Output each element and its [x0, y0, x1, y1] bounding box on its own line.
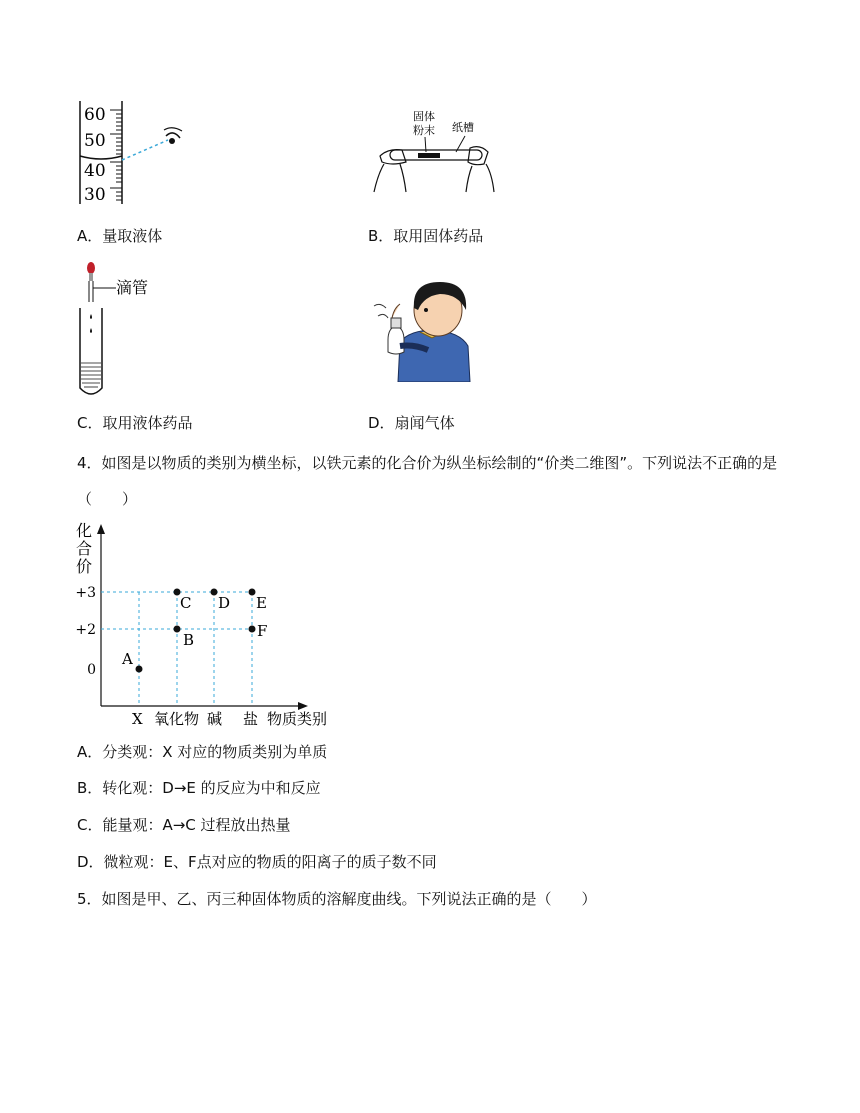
y-axis-label-char: 合 [76, 539, 93, 558]
option-d-caption: D．扇闻气体 [368, 414, 455, 432]
data-point-label: D [218, 594, 231, 612]
data-point-e [249, 589, 256, 596]
x-category-label: 盐 [243, 710, 259, 728]
eye-icon [164, 128, 182, 144]
label-powder-2: 粉末 [413, 124, 435, 137]
label-trough: 纸槽 [452, 121, 474, 134]
label-powder-1: 固体 [413, 110, 435, 123]
option-c-caption: C．取用液体药品 [77, 414, 193, 432]
cylinder-mark-50: 50 [84, 131, 106, 151]
q4-option-d: D．微粒观：E、F点对应的物质的阳离子的质子数不同 [77, 853, 437, 871]
figure-solid-powder [370, 104, 500, 196]
y-tick-label: 0 [87, 662, 96, 678]
data-point-label: B [183, 631, 195, 649]
x-category-label: 碱 [207, 710, 223, 728]
x-category-label: 氧化物 [154, 710, 200, 728]
x-axis-arrow [298, 702, 308, 710]
question-4-blank: （ ） [77, 490, 138, 508]
data-point-a [136, 666, 143, 673]
cylinder-mark-30: 30 [84, 185, 106, 205]
option-a-caption: A．量取液体 [77, 227, 163, 245]
question-4-stem: 4．如图是以物质的类别为横坐标，以铁元素的化合价为纵坐标绘制的“价类二维图”。下列说法不正确的是 [77, 454, 778, 472]
data-point-label: A [122, 650, 133, 668]
data-point-d [211, 589, 218, 596]
valence-class-chart [70, 518, 350, 732]
y-axis-label-char: 化 [76, 521, 93, 540]
y-axis-label-char: 价 [76, 557, 93, 576]
dropper-label: 滴管 [116, 278, 149, 297]
cylinder-mark-40: 40 [84, 161, 106, 181]
data-point-f [249, 626, 256, 633]
q4-option-c: C．能量观：A→C 过程放出热量 [77, 816, 291, 834]
data-point-label: E [256, 594, 267, 612]
question-5-stem: 5．如图是甲、乙、丙三种固体物质的溶解度曲线。下列说法正确的是（ ） [77, 890, 597, 908]
x-axis-label: 物质类别 [267, 710, 328, 728]
data-point-label: C [180, 594, 192, 612]
cylinder-mark-60: 60 [84, 105, 106, 125]
y-tick-label: +3 [75, 585, 96, 601]
x-category-label: X [132, 710, 143, 728]
data-point-label: F [257, 622, 268, 640]
figure-measuring-cylinder [72, 96, 202, 216]
q4-option-b: B．转化观：D→E 的反应为中和反应 [77, 779, 321, 797]
option-b-caption: B．取用固体药品 [368, 227, 484, 245]
q4-option-a: A．分类观：X 对应的物质类别为单质 [77, 743, 328, 761]
y-tick-label: +2 [75, 622, 96, 638]
figure-boy-fanning [370, 276, 474, 382]
data-point-b [174, 626, 181, 633]
y-axis-arrow [97, 524, 105, 534]
figure-dropper-tube [76, 258, 186, 402]
